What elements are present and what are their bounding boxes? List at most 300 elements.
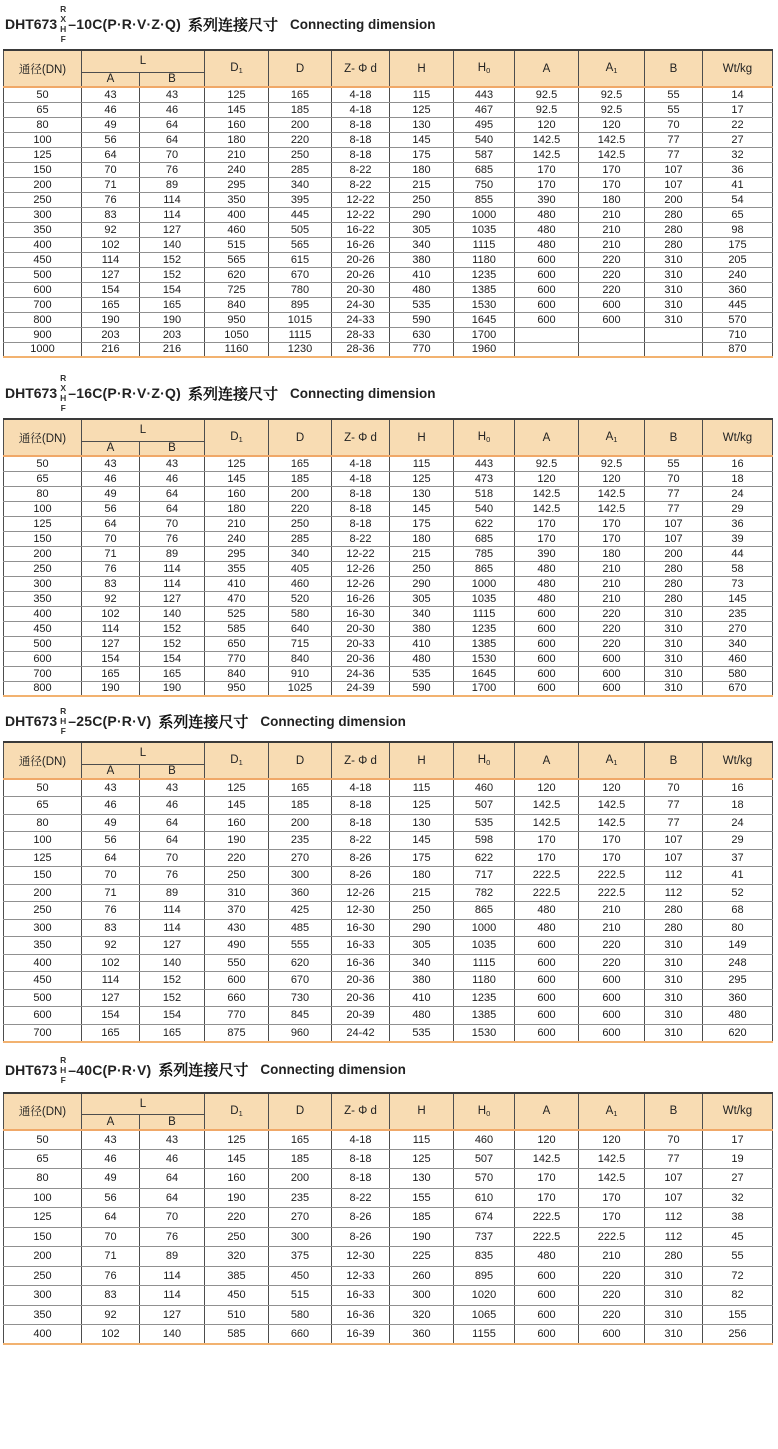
dn-cell: 450 <box>4 621 82 636</box>
value-cell: 598 <box>454 832 515 850</box>
column-header: B <box>645 742 703 779</box>
value-cell: 4-18 <box>332 102 390 117</box>
value-cell: 142.5 <box>579 1169 645 1189</box>
value-cell: 107 <box>645 162 703 177</box>
dn-cell: 250 <box>4 561 82 576</box>
value-cell: 55 <box>703 1247 773 1267</box>
value-cell: 130 <box>390 1169 454 1189</box>
value-cell: 600 <box>579 1007 645 1025</box>
value-cell: 340 <box>390 237 454 252</box>
value-cell: 480 <box>390 1007 454 1025</box>
value-cell: 170 <box>515 177 579 192</box>
value-cell: 180 <box>579 546 645 561</box>
value-cell: 165 <box>269 1130 332 1150</box>
value-cell: 1035 <box>454 937 515 955</box>
variant-letter: H <box>60 716 67 726</box>
value-cell: 145 <box>205 1149 269 1169</box>
dn-cell: 350 <box>4 1305 82 1325</box>
value-cell: 140 <box>140 954 205 972</box>
value-cell: 622 <box>454 516 515 531</box>
value-cell: 170 <box>579 531 645 546</box>
value-cell: 250 <box>205 867 269 885</box>
value-cell: 565 <box>205 252 269 267</box>
column-header-subscript: 0 <box>486 758 491 767</box>
series-label-cn: 系列连接尺寸 <box>158 713 249 731</box>
value-cell: 310 <box>205 884 269 902</box>
value-cell: 360 <box>390 1325 454 1345</box>
value-cell: 290 <box>390 576 454 591</box>
value-cell: 120 <box>515 117 579 132</box>
dn-cell: 300 <box>4 1286 82 1306</box>
value-cell: 855 <box>454 192 515 207</box>
value-cell: 142.5 <box>579 1149 645 1169</box>
value-cell: 8-18 <box>332 147 390 162</box>
value-cell: 960 <box>269 1024 332 1042</box>
dn-cell: 250 <box>4 192 82 207</box>
value-cell: 200 <box>269 814 332 832</box>
value-cell: 600 <box>515 297 579 312</box>
value-cell: 480 <box>390 651 454 666</box>
value-cell: 76 <box>140 1227 205 1247</box>
value-cell: 56 <box>82 501 140 516</box>
dn-cell: 50 <box>4 1130 82 1150</box>
value-cell: 115 <box>390 1130 454 1150</box>
value-cell: 8-22 <box>332 162 390 177</box>
value-cell: 240 <box>703 267 773 282</box>
value-cell: 115 <box>390 456 454 471</box>
dn-cell: 125 <box>4 516 82 531</box>
value-cell: 1235 <box>454 989 515 1007</box>
value-cell: 18 <box>703 471 773 486</box>
value-cell: 83 <box>82 1286 140 1306</box>
column-header-b: B <box>140 441 205 456</box>
value-cell: 120 <box>515 1130 579 1150</box>
value-cell: 127 <box>82 636 140 651</box>
value-cell: 89 <box>140 546 205 561</box>
value-cell: 46 <box>82 797 140 815</box>
column-header-dn: 通径(DN) <box>4 1093 82 1130</box>
value-cell: 127 <box>140 222 205 237</box>
value-cell: 41 <box>703 177 773 192</box>
value-cell: 600 <box>205 972 269 990</box>
value-cell: 70 <box>645 117 703 132</box>
dn-cell: 500 <box>4 989 82 1007</box>
value-cell: 600 <box>515 651 579 666</box>
table-row <box>4 972 773 990</box>
value-cell: 89 <box>140 884 205 902</box>
value-cell: 70 <box>645 471 703 486</box>
value-cell: 142.5 <box>579 501 645 516</box>
value-cell <box>579 342 645 357</box>
value-cell: 460 <box>454 779 515 797</box>
value-cell: 480 <box>515 591 579 606</box>
series-label-en: Connecting dimension <box>289 385 436 401</box>
value-cell: 145 <box>390 832 454 850</box>
value-cell: 107 <box>645 177 703 192</box>
value-cell: 235 <box>703 606 773 621</box>
value-cell: 685 <box>454 162 515 177</box>
value-cell: 114 <box>140 1266 205 1286</box>
value-cell: 180 <box>579 192 645 207</box>
table-row <box>4 1024 773 1042</box>
value-cell: 12-26 <box>332 576 390 591</box>
value-cell: 370 <box>205 902 269 920</box>
value-cell: 1180 <box>454 252 515 267</box>
value-cell: 580 <box>269 606 332 621</box>
column-header: $H_0$ <box>454 742 515 779</box>
table-row <box>4 471 773 486</box>
value-cell: 89 <box>140 177 205 192</box>
value-cell: 17 <box>703 102 773 117</box>
value-cell: 46 <box>140 471 205 486</box>
value-cell: 430 <box>205 919 269 937</box>
value-cell: 71 <box>82 1247 140 1267</box>
value-cell: 310 <box>645 252 703 267</box>
value-cell: 200 <box>269 117 332 132</box>
value-cell: 470 <box>205 591 269 606</box>
value-cell: 600 <box>515 681 579 696</box>
value-cell: 114 <box>140 902 205 920</box>
pressure-code: –10C(P·R·V·Z·Q) <box>68 16 181 32</box>
value-cell: 220 <box>205 849 269 867</box>
value-cell: 340 <box>269 546 332 561</box>
value-cell: 410 <box>390 636 454 651</box>
value-cell: 875 <box>205 1024 269 1042</box>
value-cell: 114 <box>140 561 205 576</box>
value-cell: 360 <box>269 884 332 902</box>
value-cell: 240 <box>205 162 269 177</box>
value-cell: 92 <box>82 937 140 955</box>
value-cell: 64 <box>140 814 205 832</box>
value-cell: 570 <box>703 312 773 327</box>
table-row <box>4 117 773 132</box>
table-row <box>4 531 773 546</box>
value-cell: 8-22 <box>332 832 390 850</box>
value-cell: 165 <box>140 297 205 312</box>
value-cell: 1160 <box>205 342 269 357</box>
column-header: $D_1$ <box>205 1093 269 1130</box>
value-cell: 154 <box>140 282 205 297</box>
value-cell: 4-18 <box>332 1130 390 1150</box>
value-cell: 112 <box>645 1208 703 1228</box>
value-cell <box>579 327 645 342</box>
value-cell: 145 <box>390 501 454 516</box>
value-cell <box>645 342 703 357</box>
dn-cell: 50 <box>4 456 82 471</box>
value-cell: 222.5 <box>579 867 645 885</box>
value-cell: 83 <box>82 207 140 222</box>
table-row <box>4 1149 773 1169</box>
value-cell: 154 <box>140 651 205 666</box>
value-cell: 92.5 <box>515 102 579 117</box>
value-cell: 16-36 <box>332 954 390 972</box>
value-cell: 114 <box>82 972 140 990</box>
value-cell: 83 <box>82 576 140 591</box>
column-header: D <box>269 50 332 87</box>
value-cell: 1530 <box>454 651 515 666</box>
value-cell: 64 <box>140 117 205 132</box>
value-cell: 152 <box>140 267 205 282</box>
value-cell: 280 <box>645 237 703 252</box>
value-cell: 1035 <box>454 222 515 237</box>
table-row <box>4 779 773 797</box>
value-cell: 107 <box>645 1188 703 1208</box>
column-header: $D_1$ <box>205 50 269 87</box>
value-cell: 49 <box>82 814 140 832</box>
section-title-25c <box>5 706 778 736</box>
value-cell: 250 <box>390 192 454 207</box>
value-cell: 845 <box>269 1007 332 1025</box>
value-cell: 185 <box>269 102 332 117</box>
value-cell: 127 <box>82 989 140 1007</box>
table-row <box>4 636 773 651</box>
value-cell: 142.5 <box>579 814 645 832</box>
value-cell: 600 <box>515 606 579 621</box>
value-cell: 895 <box>454 1266 515 1286</box>
value-cell: 310 <box>645 1286 703 1306</box>
value-cell: 16-33 <box>332 1286 390 1306</box>
series-label-en: Connecting dimension <box>260 713 406 729</box>
column-header-subscript: 0 <box>486 66 491 75</box>
value-cell: 165 <box>140 666 205 681</box>
dn-cell: 400 <box>4 606 82 621</box>
table-row <box>4 1169 773 1189</box>
value-cell: 835 <box>454 1247 515 1267</box>
value-cell: 24-30 <box>332 297 390 312</box>
value-cell: 310 <box>645 621 703 636</box>
value-cell: 1155 <box>454 1325 515 1345</box>
value-cell: 270 <box>703 621 773 636</box>
value-cell: 20-36 <box>332 651 390 666</box>
dn-cell: 65 <box>4 102 82 117</box>
value-cell: 114 <box>82 621 140 636</box>
value-cell: 76 <box>82 561 140 576</box>
value-cell: 68 <box>703 902 773 920</box>
dn-cell: 125 <box>4 849 82 867</box>
value-cell: 120 <box>579 117 645 132</box>
value-cell: 8-26 <box>332 867 390 885</box>
value-cell: 305 <box>390 222 454 237</box>
value-cell: 620 <box>205 267 269 282</box>
model-label: DHT673 <box>5 16 58 32</box>
value-cell: 310 <box>645 1266 703 1286</box>
table-row <box>4 1305 773 1325</box>
column-header-l: L <box>82 419 205 441</box>
value-cell: 620 <box>269 954 332 972</box>
value-cell: 310 <box>645 937 703 955</box>
value-cell: 360 <box>703 989 773 1007</box>
column-header: D <box>269 419 332 456</box>
value-cell: 1530 <box>454 1024 515 1042</box>
value-cell: 130 <box>390 814 454 832</box>
value-cell: 175 <box>390 849 454 867</box>
value-cell: 1235 <box>454 267 515 282</box>
value-cell: 210 <box>579 207 645 222</box>
table-row <box>4 1247 773 1267</box>
value-cell: 127 <box>140 591 205 606</box>
value-cell: 127 <box>140 1305 205 1325</box>
header-row-1 <box>4 50 773 72</box>
value-cell: 870 <box>703 342 773 357</box>
value-cell: 600 <box>579 681 645 696</box>
value-cell: 1025 <box>269 681 332 696</box>
value-cell: 450 <box>205 1286 269 1306</box>
value-cell: 555 <box>269 937 332 955</box>
value-cell: 220 <box>579 267 645 282</box>
value-cell: 76 <box>82 192 140 207</box>
value-cell: 507 <box>454 1149 515 1169</box>
table-body <box>4 87 773 357</box>
dn-cell: 80 <box>4 814 82 832</box>
table-row <box>4 954 773 972</box>
value-cell: 216 <box>82 342 140 357</box>
series-label-cn: 系列连接尺寸 <box>187 385 278 403</box>
value-cell: 225 <box>390 1247 454 1267</box>
value-cell: 185 <box>269 471 332 486</box>
value-cell: 70 <box>82 162 140 177</box>
dn-cell: 500 <box>4 267 82 282</box>
column-header: Wt/kg <box>703 742 773 779</box>
column-header-a: A <box>82 764 140 779</box>
value-cell: 300 <box>269 1227 332 1247</box>
column-header: $H_0$ <box>454 419 515 456</box>
model-label: DHT673 <box>5 1061 58 1078</box>
value-cell: 170 <box>579 849 645 867</box>
value-cell: 210 <box>579 222 645 237</box>
dn-cell: 400 <box>4 237 82 252</box>
value-cell: 8-22 <box>332 177 390 192</box>
value-cell: 1180 <box>454 972 515 990</box>
value-cell: 460 <box>703 651 773 666</box>
table-row <box>4 681 773 696</box>
table-row <box>4 867 773 885</box>
dn-cell: 250 <box>4 1266 82 1286</box>
value-cell: 480 <box>515 902 579 920</box>
value-cell: 1115 <box>454 606 515 621</box>
value-cell: 220 <box>579 1305 645 1325</box>
column-header-subscript: 1 <box>613 66 618 75</box>
dimension-table-16c <box>3 418 773 697</box>
value-cell: 70 <box>82 531 140 546</box>
value-cell <box>645 327 703 342</box>
column-header: Wt/kg <box>703 419 773 456</box>
value-cell: 310 <box>645 972 703 990</box>
value-cell: 20-30 <box>332 282 390 297</box>
value-cell: 280 <box>645 222 703 237</box>
value-cell: 152 <box>140 621 205 636</box>
column-header: $A_1$ <box>579 1093 645 1130</box>
value-cell: 320 <box>205 1247 269 1267</box>
variant-letter: R <box>60 4 67 14</box>
value-cell: 180 <box>390 162 454 177</box>
pressure-code: –40C(P·R·V) <box>68 1061 152 1078</box>
value-cell: 590 <box>390 312 454 327</box>
value-cell: 76 <box>140 531 205 546</box>
value-cell: 130 <box>390 486 454 501</box>
value-cell: 737 <box>454 1227 515 1247</box>
value-cell: 16-33 <box>332 937 390 955</box>
value-cell: 250 <box>269 516 332 531</box>
value-cell: 785 <box>454 546 515 561</box>
value-cell: 92.5 <box>515 87 579 102</box>
table-row <box>4 832 773 850</box>
value-cell: 840 <box>205 666 269 681</box>
value-cell: 149 <box>703 937 773 955</box>
value-cell: 190 <box>82 312 140 327</box>
value-cell: 280 <box>645 561 703 576</box>
value-cell: 142.5 <box>515 1149 579 1169</box>
value-cell: 8-18 <box>332 501 390 516</box>
value-cell: 222.5 <box>515 884 579 902</box>
table-row <box>4 1227 773 1247</box>
value-cell: 600 <box>515 1024 579 1042</box>
value-cell: 565 <box>269 237 332 252</box>
variant-letter: F <box>60 403 66 413</box>
table-row <box>4 937 773 955</box>
value-cell: 660 <box>269 1325 332 1345</box>
value-cell: 248 <box>703 954 773 972</box>
dn-cell: 700 <box>4 1024 82 1042</box>
value-cell: 170 <box>515 1188 579 1208</box>
value-cell: 540 <box>454 132 515 147</box>
value-cell: 250 <box>205 1227 269 1247</box>
table-row <box>4 222 773 237</box>
dn-cell: 350 <box>4 222 82 237</box>
value-cell: 200 <box>645 546 703 561</box>
table-row <box>4 1266 773 1286</box>
value-cell: 600 <box>515 282 579 297</box>
value-cell: 1385 <box>454 282 515 297</box>
value-cell: 8-26 <box>332 849 390 867</box>
dn-cell: 125 <box>4 147 82 162</box>
value-cell: 43 <box>140 87 205 102</box>
value-cell: 54 <box>703 192 773 207</box>
column-header: Z- Φ d <box>332 742 390 779</box>
value-cell: 1385 <box>454 1007 515 1025</box>
table-row <box>4 327 773 342</box>
value-cell: 142.5 <box>515 147 579 162</box>
value-cell: 70 <box>140 147 205 162</box>
column-header-subscript: 1 <box>613 435 618 444</box>
value-cell: 22 <box>703 117 773 132</box>
column-header: A <box>515 742 579 779</box>
value-cell: 840 <box>269 651 332 666</box>
table-head <box>4 419 773 456</box>
dn-cell: 50 <box>4 779 82 797</box>
variant-letter-stack <box>60 4 66 44</box>
value-cell: 200 <box>269 1169 332 1189</box>
value-cell: 310 <box>645 1007 703 1025</box>
column-header-b: B <box>140 72 205 87</box>
value-cell: 710 <box>703 327 773 342</box>
value-cell: 222.5 <box>579 1227 645 1247</box>
section-title-16c <box>5 373 778 413</box>
value-cell: 102 <box>82 237 140 252</box>
column-header: $D_1$ <box>205 742 269 779</box>
value-cell: 222.5 <box>515 1208 579 1228</box>
dn-cell: 600 <box>4 282 82 297</box>
value-cell: 46 <box>140 1149 205 1169</box>
value-cell: 620 <box>703 1024 773 1042</box>
value-cell: 92.5 <box>579 456 645 471</box>
value-cell: 92.5 <box>515 456 579 471</box>
column-header-subscript: 1 <box>613 1108 618 1118</box>
value-cell: 24-33 <box>332 312 390 327</box>
column-header: D <box>269 1093 332 1130</box>
value-cell: 170 <box>515 1169 579 1189</box>
table-row <box>4 237 773 252</box>
column-header: B <box>645 419 703 456</box>
